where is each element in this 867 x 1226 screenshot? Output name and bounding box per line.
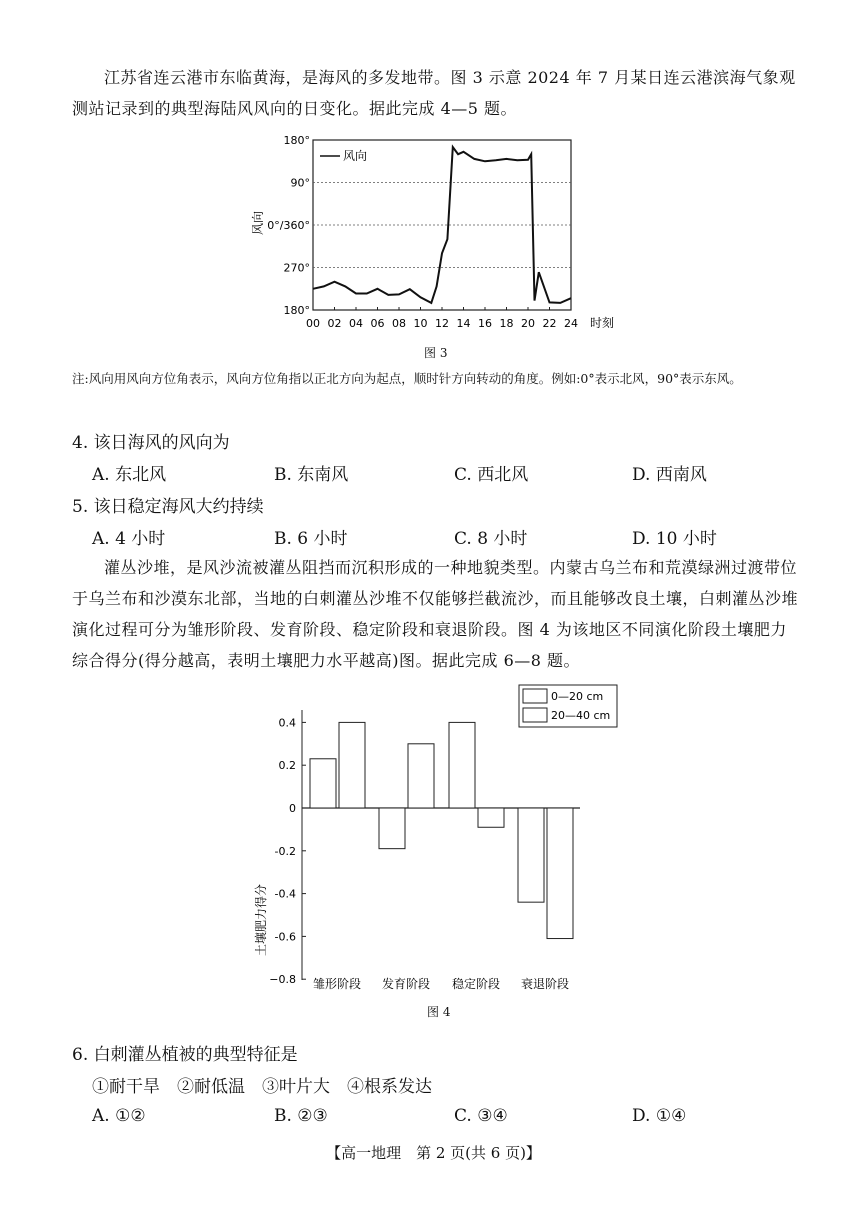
fig3-note: 注:风向用风向方位角表示，风向方位角指以正北方向为起点，顺时针方向转动的角度。例如:0°表示北风，90°表示东风。 [72,371,742,386]
fig3-y-tick-label: 180° [283,134,310,147]
fig4-y-tick-label: −0.8 [269,973,296,987]
fig3-x-tick-label: 02 [327,317,342,330]
fig4-legend-0-20cm: 0—20 cm [551,690,604,703]
fig4-bar-20-40cm [547,808,573,939]
q6-items: ①耐干旱 ②耐低温 ③叶片大 ④根系发达 [92,1077,432,1097]
q5-option-a: A. 4 小时 [92,529,166,549]
q4-stem: 4. 该日海风的风向为 [72,433,230,453]
fig4-y-tick-label: -0.6 [274,930,296,944]
figure-3-wind-direction-chart [240,130,640,335]
fig4-y-tick-label: 0.2 [278,759,296,773]
figure-4-soil-fertility-chart [240,682,630,1000]
fig3-x-unit: 时刻 [590,316,615,330]
q6-option-c: C. ③④ [454,1106,508,1126]
fig3-y-tick-label: 180° [283,304,310,317]
fig3-x-tick-label: 10 [413,317,428,330]
fig3-y-tick-label: 0°/360° [267,219,310,232]
fig3-x-tick-label: 24 [564,317,578,330]
fig3-x-tick-label: 18 [499,317,514,330]
fig4-y-tick-label: -0.2 [274,844,296,858]
intro-paragraph-1: 江苏省连云港市东临黄海，是海风的多发地带。图 3 示意 2024 年 7 月某日连云港滨海气象观测站记录到的典型海陆风风向的日变化。据此完成 4—5 题。 [72,68,796,118]
intro-paragraph-2: 灌丛沙堆，是风沙流被灌丛阻挡而沉积形成的一种地貌类型。内蒙古乌兰布和荒漠绿洲过渡带位于乌兰布和沙漠东北部，当地的白刺灌丛沙堆不仅能够拦截流沙，而且能够改良土壤，白刺灌丛沙堆演化过程可分为雏形阶段、发育阶段、稳定阶段和衰退阶段。图 4 为该地区不同演化阶段土壤肥力综合得分(得分越高，表明土壤肥力水平越高)图。据此完成 6—8 题。 [72,558,799,670]
fig4-category-label: 发育阶段 [381,977,431,991]
fig3-x-tick-label: 04 [349,317,363,330]
fig4-y-tick-label: 0.4 [278,716,296,730]
fig4-y-tick-label: -0.4 [274,887,296,901]
q6-option-b: B. ②③ [274,1106,328,1126]
q4-option-d: D. 西南风 [632,465,707,485]
q6-option-a: A. ①② [92,1106,146,1126]
fig3-y-axis-label: 风向 [251,210,265,235]
fig3-x-tick-label: 20 [521,317,535,330]
fig4-category-label: 稳定阶段 [451,977,501,991]
fig3-legend-label: 风向 [343,149,368,163]
fig3-y-tick-label: 270° [283,261,310,275]
fig4-legend [519,685,617,727]
fig3-x-tick-label: 22 [542,317,557,330]
fig4-category-label: 雏形阶段 [312,977,362,991]
fig4-legend-20-40cm: 20—40 cm [551,709,611,722]
fig3-x-tick-label: 00 [306,317,320,330]
q5-option-c: C. 8 小时 [454,529,528,549]
q5-option-d: D. 10 小时 [632,529,717,549]
fig4-y-axis-label: 土壤肥力得分 [254,883,268,956]
page-footer: 【高一地理 第 2 页(共 6 页)】 [326,1144,541,1162]
fig4-caption: 图 4 [427,1005,451,1019]
fig3-x-tick-label: 14 [456,317,471,330]
fig4-bar-0-20cm [379,808,405,849]
fig4-y-tick-label: 0 [289,802,296,815]
fig3-caption: 图 3 [424,346,448,360]
q6-option-d: D. ①④ [632,1106,687,1126]
fig3-x-tick-label: 16 [478,317,492,330]
q6-stem: 6. 白刺灌丛植被的典型特征是 [72,1045,298,1065]
fig4-bar-0-20cm [310,759,336,808]
fig3-x-tick-label: 08 [392,317,406,330]
q5-stem: 5. 该日稳定海风大约持续 [72,497,264,517]
q5-option-b: B. 6 小时 [274,529,348,549]
q4-option-a: A. 东北风 [92,465,167,485]
q4-option-c: C. 西北风 [454,465,529,485]
q4-option-b: B. 东南风 [274,465,349,485]
fig4-bar-20-40cm [408,744,434,808]
fig4-bar-0-20cm [449,722,475,808]
fig4-bar-0-20cm [518,808,544,902]
fig4-bar-20-40cm [478,808,504,827]
fig3-x-tick-label: 06 [370,317,385,330]
fig3-y-tick-label: 90° [290,176,310,190]
fig4-bar-20-40cm [339,722,365,808]
fig3-x-tick-label: 12 [435,317,449,330]
fig4-category-label: 衰退阶段 [520,977,570,991]
